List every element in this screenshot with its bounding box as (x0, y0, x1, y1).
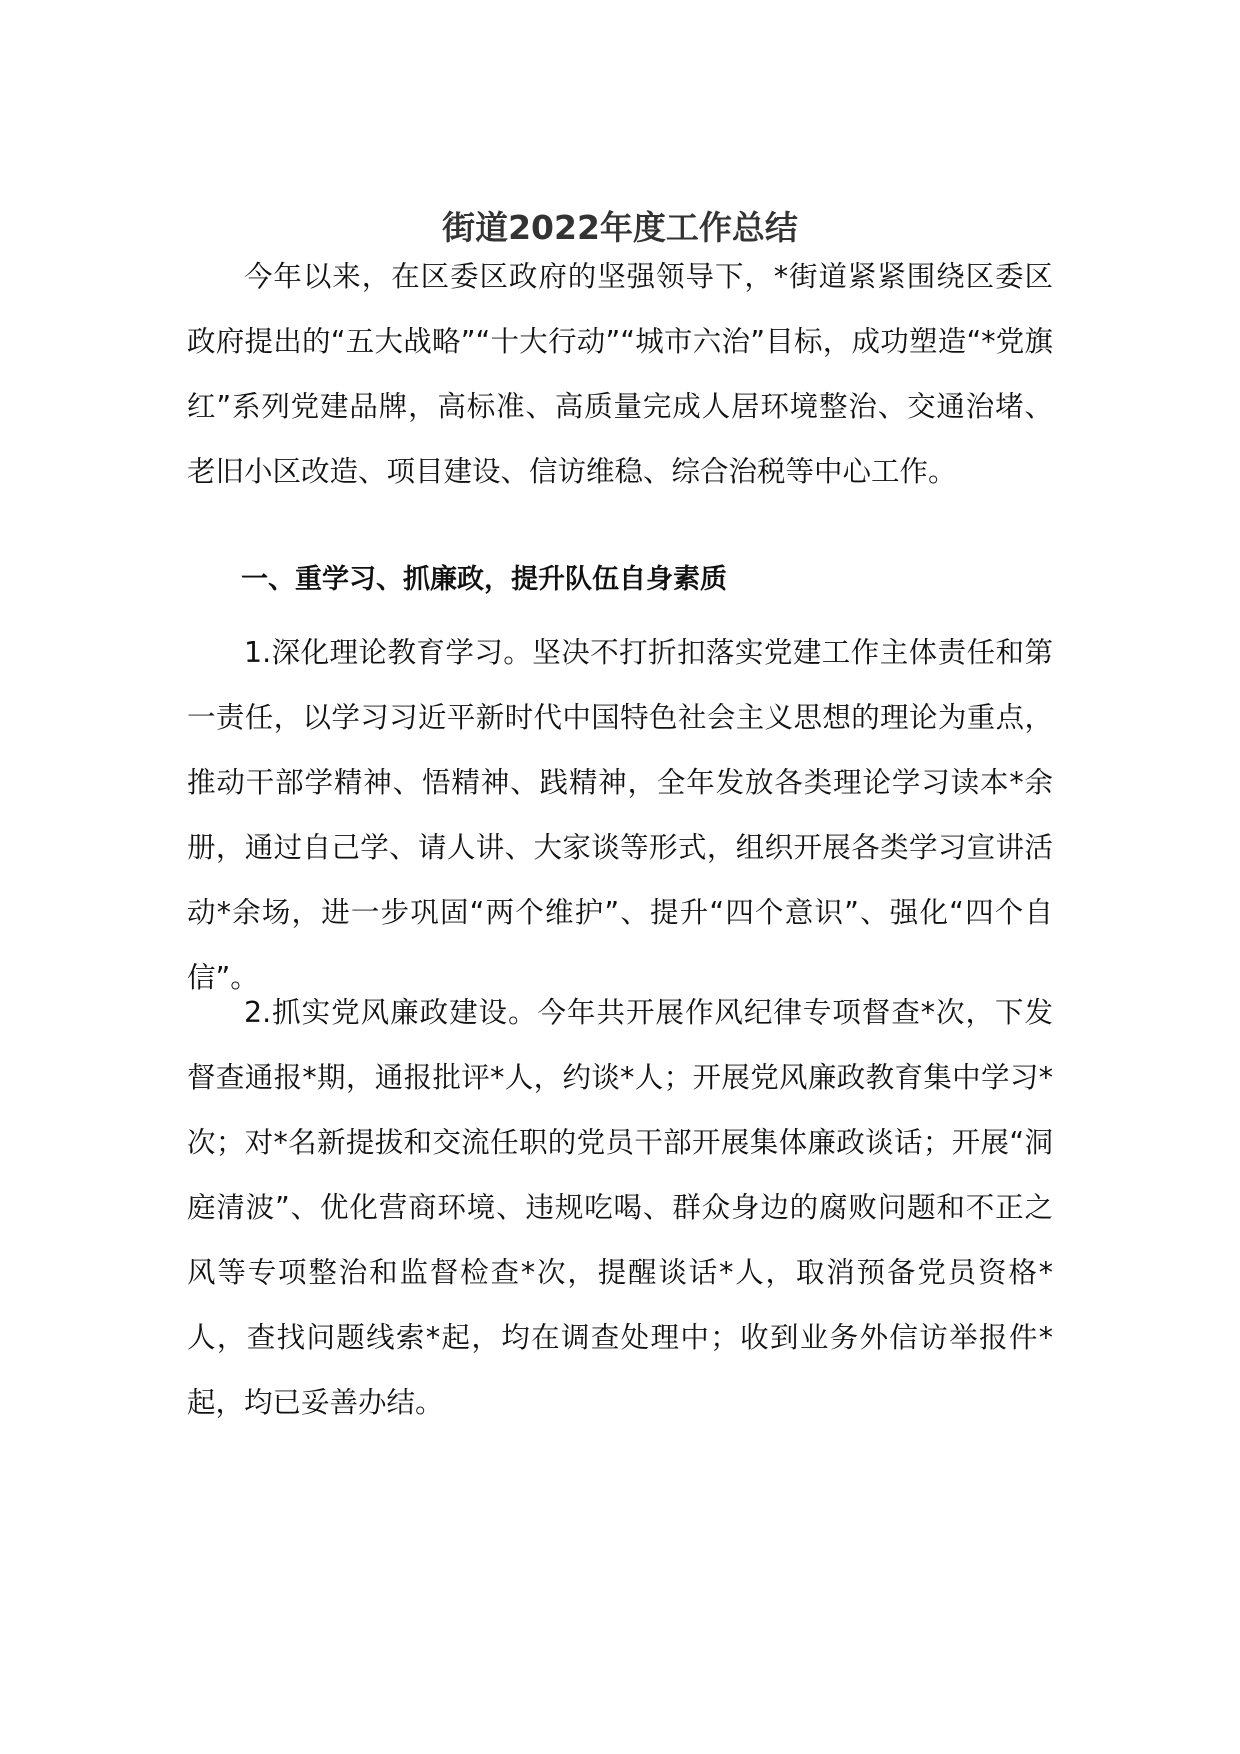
paragraph-item-2: 2.抓实党风廉政建设。今年共开展作风纪律专项督查*次，下发督查通报*期，通报批评*人，约谈*人；开展党风廉政教育集中学习*次；对*名新提拔和交流任职的党员干部开展集体廉政谈话；开展“洞庭清波”、优化营商环境、违规吃喝、群众身边的腐败问题和不正之风等专项整治和监督检查*次，提醒谈话*人，取消预备党员资格*人，查找问题线索*起，均在调查处理中；收到业务外信访举报件*起，均已妥善办结。 (187, 996, 1053, 1419)
paragraph-item-1: 1.深化理论教育学习。坚决不打折扣落实党建工作主体责任和第一责任，以学习习近平新时代中国特色社会主义思想的理论为重点，推动干部学精神、悟精神、践精神，全年发放各类理论学习读本*余册，通过自己学、请人讲、大家谈等形式，组织开展各类学习宣讲活动*余场，进一步巩固“两个维护”、提升“四个意识”、强化“四个自信”。 (187, 636, 1053, 994)
intro-paragraph: 今年以来，在区委区政府的坚强领导下，*街道紧紧围绕区委区政府提出的“五大战略”“十大行动”“城市六治”目标，成功塑造“*党旗红”系列党建品牌，高标准、高质量完成人居环境整治、交通治堵、老旧小区改造、项目建设、信访维稳、综合治税等中心工作。 (187, 260, 1053, 488)
document-title: 街道2022年度工作总结 (442, 208, 798, 247)
section-heading-1: 一、重学习、抓廉政，提升队伍自身素质 (241, 564, 727, 595)
